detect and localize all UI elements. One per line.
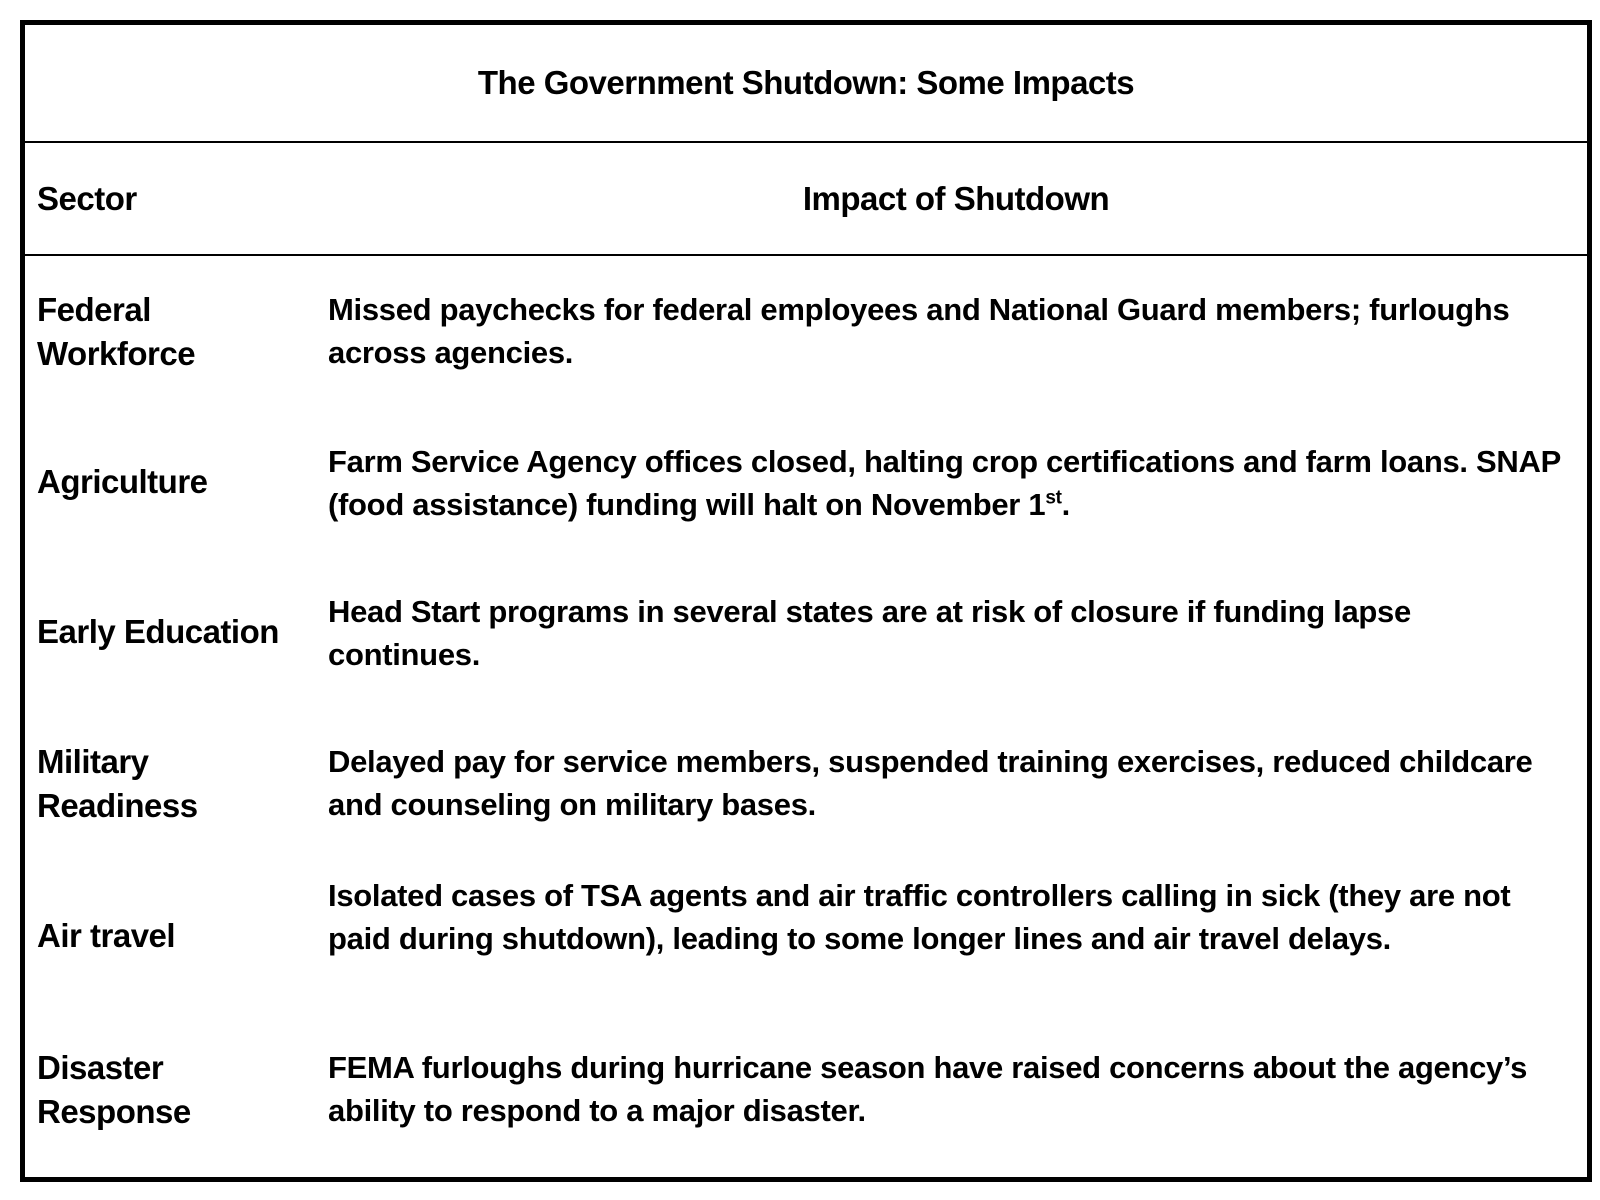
impact-cell: FEMA furloughs during hurricane season have raised concerns about the agency’s ability to respond to a major disaster. (328, 1050, 1528, 1128)
sector-cell: Air travel (37, 917, 176, 954)
impact-cell: Head Start programs in several states are at risk of closure if funding lapse continues. (328, 594, 1411, 672)
sector-column-header: Sector (37, 179, 137, 217)
sector-cell: Early Education (37, 613, 279, 650)
impact-text-end: . (1061, 487, 1070, 522)
title-row (25, 25, 1587, 143)
impact-text: Farm Service Agency offices closed, halting crop certifications and farm loans. SNAP (food assistance) funding will halt on November 1 (328, 444, 1561, 522)
table-title: The Government Shutdown: Some Impacts (477, 64, 1135, 101)
impact-column-header: Impact of Shutdown (802, 179, 1110, 217)
impact-cell: Missed paychecks for federal employees and National Guard members; furloughs across agencies. (328, 292, 1510, 370)
impact-cell (328, 440, 1568, 526)
table-frame (20, 20, 1592, 1182)
sector-cell: Military Readiness (37, 743, 198, 824)
impact-cell: Isolated cases of TSA agents and air traffic controllers calling in sick (they are not paid during shutdown), leading to some longer lines and air travel delays. (328, 878, 1511, 956)
impact-superscript: st (1045, 487, 1062, 509)
impact-cell: Delayed pay for service members, suspended training exercises, reduced childcare and counseling on military bases. (328, 744, 1533, 822)
sector-cell: Agriculture (37, 463, 208, 500)
header-row (25, 143, 1587, 256)
sector-cell: Federal Workforce (37, 291, 196, 372)
sector-cell: Disaster Response (37, 1049, 191, 1130)
